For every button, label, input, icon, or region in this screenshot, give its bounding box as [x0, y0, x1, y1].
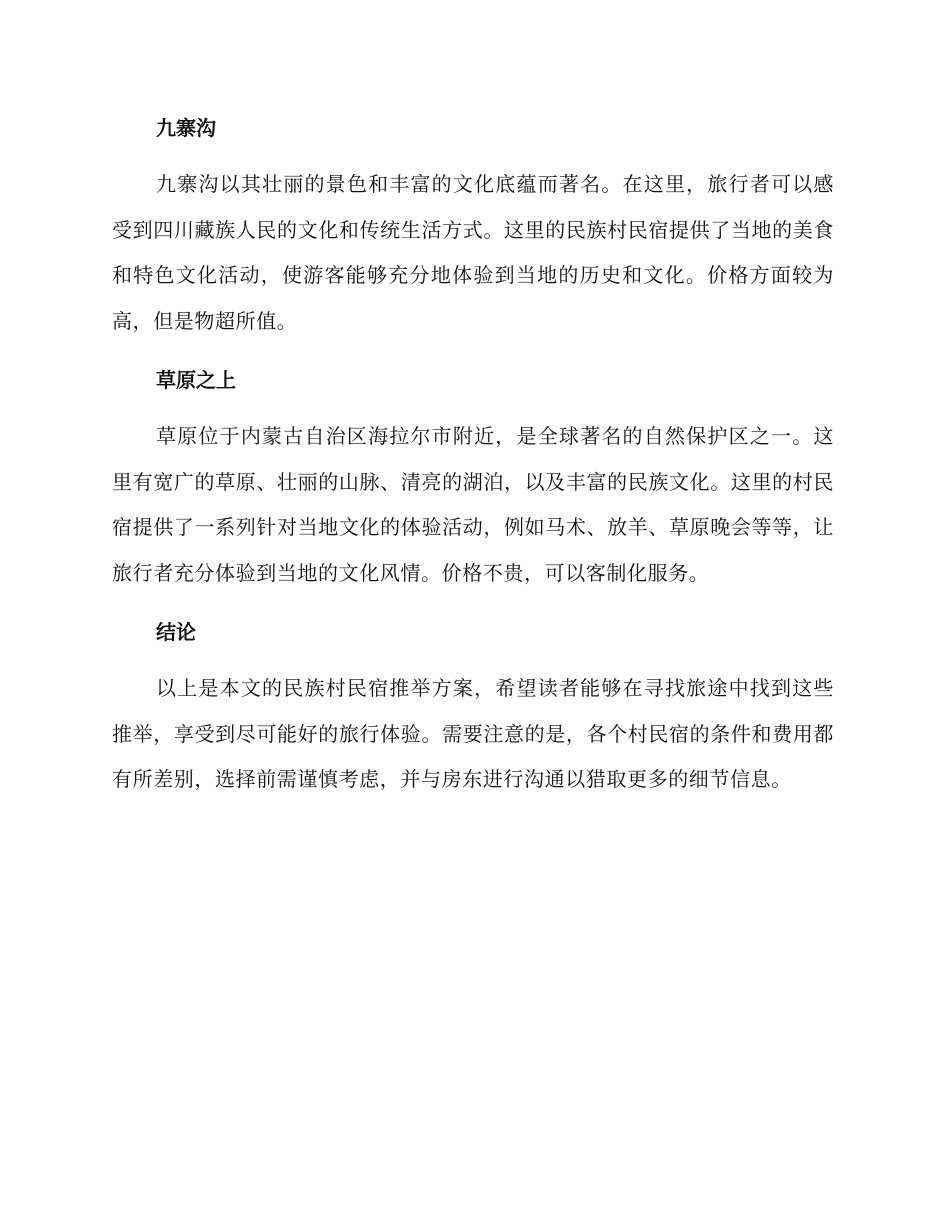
section-heading: 九寨沟 [156, 116, 216, 140]
section-conclusion [112, 616, 834, 803]
document-body [112, 112, 834, 803]
section-grassland [112, 364, 834, 596]
section-heading: 结论 [156, 620, 196, 644]
section-paragraph: 草原位于内蒙古自治区海拉尔市附近，是全球著名的自然保护区之一。这里有宽广的草原、壮丽的山脉、清亮的湖泊，以及丰富的民族文化。这里的村民宿提供了一系列针对当地文化的体验活动，例如马术、放羊、草原晚会等等，让旅行者充分体验到当地的文化风情。价格不贵，可以客制化服务。 [112, 424, 834, 585]
section-jiuzhaigou [112, 112, 834, 344]
section-paragraph: 以上是本文的民族村民宿推举方案，希望读者能够在寻找旅途中找到这些推举，享受到尽可能好的旅行体验。需要注意的是，各个村民宿的条件和费用都有所差别，选择前需谨慎考虑，并与房东进行沟通以猎取更多的细节信息。 [112, 676, 834, 791]
section-heading: 草原之上 [156, 368, 236, 392]
section-paragraph: 九寨沟以其壮丽的景色和丰富的文化底蕴而著名。在这里，旅行者可以感受到四川藏族人民的文化和传统生活方式。这里的民族村民宿提供了当地的美食和特色文化活动，使游客能够充分地体验到当地的历史和文化。价格方面较为高，但是物超所值。 [112, 172, 834, 333]
